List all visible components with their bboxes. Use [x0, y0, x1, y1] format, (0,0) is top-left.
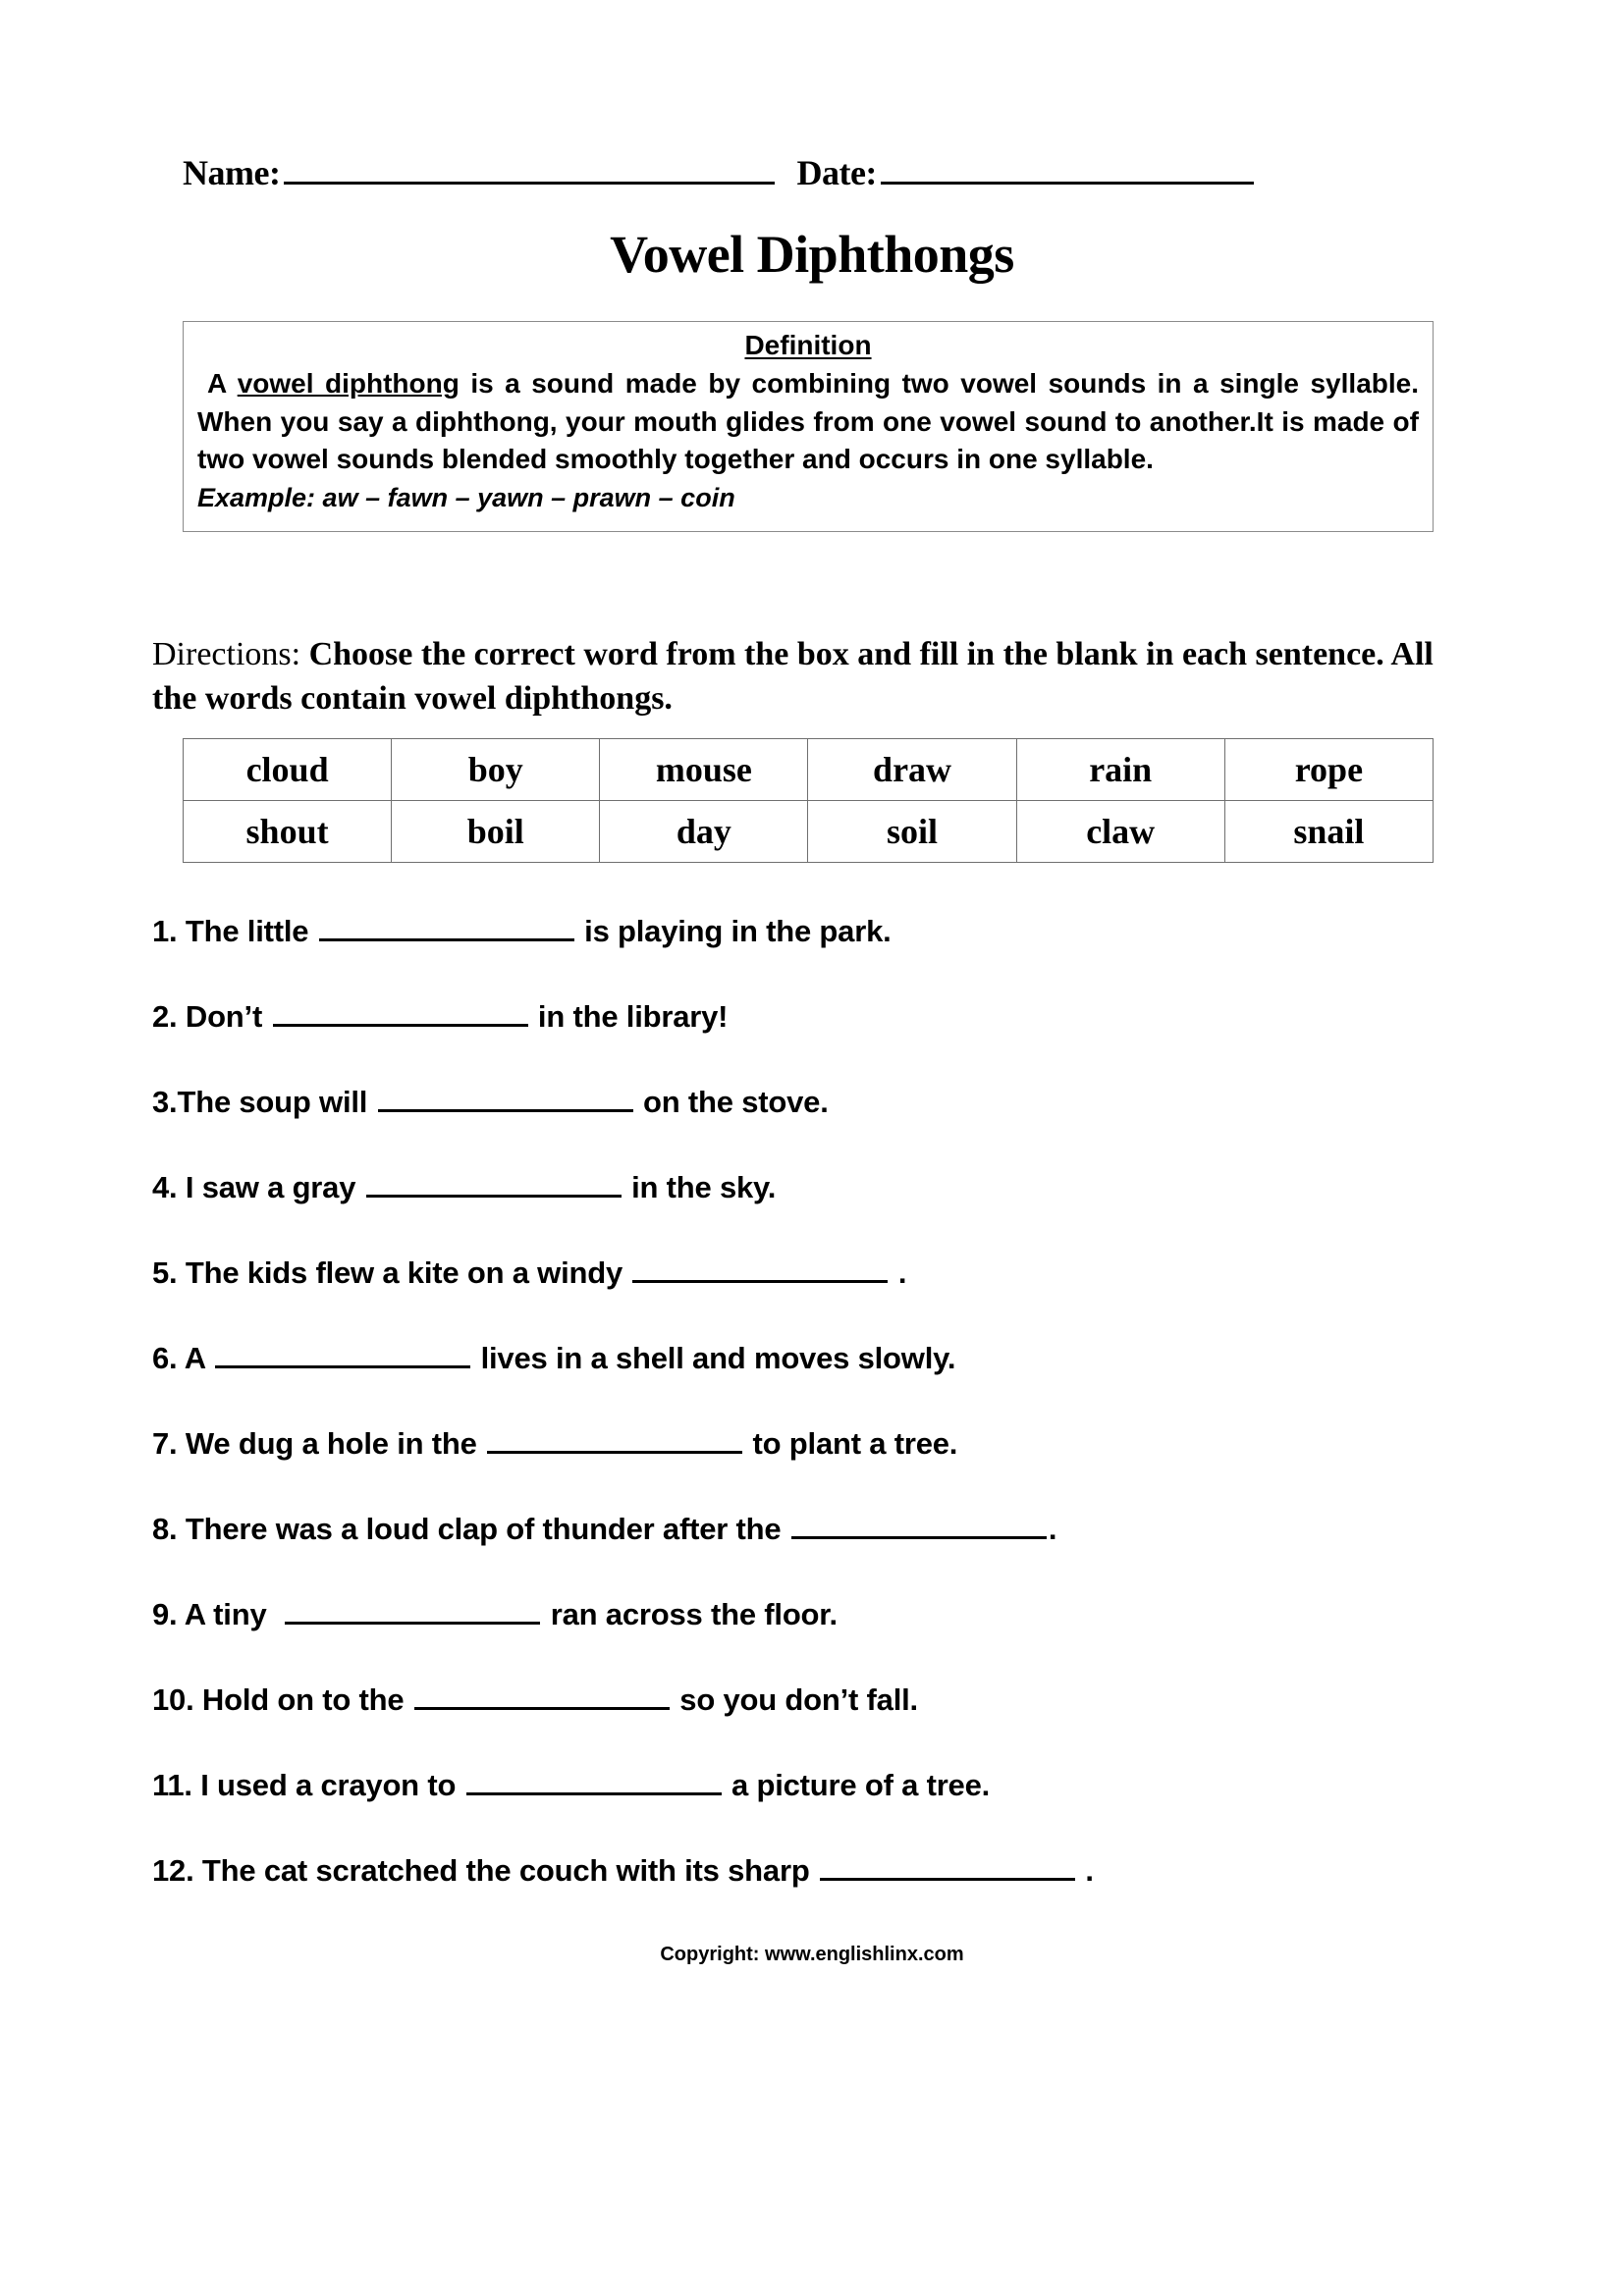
question-text-after: is playing in the park. — [575, 914, 892, 948]
definition-body — [197, 365, 1419, 479]
question-text-before: A tiny — [177, 1597, 284, 1631]
answer-blank[interactable] — [791, 1511, 1047, 1539]
word-bank-cell[interactable]: cloud — [184, 739, 392, 801]
word-bank-cell[interactable]: boy — [392, 739, 600, 801]
word-bank-row — [184, 801, 1434, 863]
question-text-after: in the library! — [529, 999, 729, 1034]
question-item — [152, 998, 1527, 1084]
question-item — [152, 1425, 1527, 1511]
definition-body-lead: A — [207, 368, 238, 399]
word-bank-cell[interactable]: boil — [392, 801, 600, 863]
name-date-header — [183, 152, 1434, 193]
answer-blank[interactable] — [366, 1169, 622, 1198]
question-number: 3. — [152, 1085, 178, 1119]
question-item — [152, 1340, 1527, 1425]
question-text-before: Don’t — [177, 999, 271, 1034]
question-text-after: . — [1048, 1512, 1057, 1546]
question-number: 4. — [152, 1170, 178, 1204]
word-bank-cell[interactable]: rope — [1224, 739, 1433, 801]
directions — [152, 633, 1438, 721]
page-title: Vowel Diphthongs — [610, 225, 1014, 284]
date-label: Date: — [796, 153, 877, 192]
question-text-before: The kids flew a kite on a windy — [177, 1255, 631, 1290]
answer-blank[interactable] — [820, 1852, 1075, 1881]
name-label: Name: — [183, 153, 281, 192]
question-text-before: We dug a hole in the — [177, 1426, 486, 1461]
answer-blank[interactable] — [215, 1340, 470, 1368]
question-text-after: . — [890, 1255, 907, 1290]
word-bank-cell[interactable]: shout — [184, 801, 392, 863]
answer-blank[interactable] — [466, 1767, 722, 1795]
question-number: 6. — [152, 1341, 178, 1375]
definition-box — [183, 321, 1434, 532]
question-text-before: I saw a gray — [177, 1170, 364, 1204]
question-number: 2. — [152, 999, 178, 1034]
directions-text: Choose the correct word from the box and fill in the blank in each sentence. All the words contain vowel diphthongs. — [152, 636, 1434, 717]
definition-heading: Definition — [744, 330, 872, 360]
question-item — [152, 1682, 1527, 1767]
definition-body-rest: is a sound made by combining two vowel sounds in a single syllable. When you say a diphthong, your mouth glides from one vowel sound to another.It is made of two vowel sounds blended smoothly together and occurs in one syllable. — [197, 368, 1419, 475]
word-bank-cell[interactable]: draw — [808, 739, 1016, 801]
word-bank-cell[interactable]: soil — [808, 801, 1016, 863]
word-bank-cell[interactable]: day — [600, 801, 808, 863]
question-text-before: There was a loud clap of thunder after the — [177, 1512, 789, 1546]
question-text-after: . — [1076, 1853, 1094, 1888]
question-text-after: a picture of a tree. — [723, 1768, 991, 1802]
answer-blank[interactable] — [319, 913, 574, 941]
question-number: 10. — [152, 1682, 194, 1717]
answer-blank[interactable] — [632, 1255, 888, 1283]
date-blank-line[interactable] — [881, 182, 1254, 185]
question-item — [152, 1852, 1527, 1938]
word-bank-cell[interactable]: snail — [1224, 801, 1433, 863]
question-text-after: lives in a shell and moves slowly. — [472, 1341, 956, 1375]
copyright-footer: Copyright: www.englishlinx.com — [660, 1944, 964, 1965]
answer-blank[interactable] — [285, 1596, 540, 1625]
definition-term: vowel diphthong — [237, 368, 460, 399]
question-item — [152, 1596, 1527, 1682]
question-text-after: on the stove. — [634, 1085, 829, 1119]
question-text-before: The cat scratched the couch with its sharp — [193, 1853, 818, 1888]
question-item — [152, 1767, 1527, 1852]
question-text-before: The little — [177, 914, 317, 948]
question-number: 7. — [152, 1426, 178, 1461]
word-bank-cell[interactable]: rain — [1016, 739, 1224, 801]
question-text-before: The soup will — [177, 1085, 376, 1119]
question-item — [152, 1084, 1527, 1169]
name-blank-line[interactable] — [284, 182, 775, 185]
question-text-before: Hold on to the — [193, 1682, 412, 1717]
question-number: 8. — [152, 1512, 178, 1546]
word-bank-table — [183, 738, 1434, 863]
question-text-after: to plant a tree. — [744, 1426, 958, 1461]
question-text-before: I used a crayon to — [191, 1768, 464, 1802]
answer-blank[interactable] — [414, 1682, 670, 1710]
definition-example: Example: aw – fawn – yawn – prawn – coin — [197, 482, 735, 512]
answer-blank[interactable] — [273, 998, 528, 1027]
answer-blank[interactable] — [487, 1425, 742, 1454]
question-number: 11. — [152, 1768, 192, 1802]
question-item — [152, 1169, 1527, 1255]
question-item — [152, 913, 1527, 998]
question-text-before: A — [177, 1341, 214, 1375]
question-number: 1. — [152, 914, 178, 948]
word-bank-row — [184, 739, 1434, 801]
word-bank-body — [184, 739, 1434, 863]
question-text-after: so you don’t fall. — [671, 1682, 918, 1717]
answer-blank[interactable] — [378, 1084, 633, 1112]
question-number: 9. — [152, 1597, 178, 1631]
word-bank-cell[interactable]: mouse — [600, 739, 808, 801]
question-number: 12. — [152, 1853, 194, 1888]
directions-label: Directions: — [152, 636, 309, 672]
question-item — [152, 1511, 1527, 1596]
question-number: 5. — [152, 1255, 178, 1290]
question-item — [152, 1255, 1527, 1340]
question-list — [152, 913, 1527, 1938]
question-text-after: ran across the floor. — [542, 1597, 838, 1631]
word-bank-cell[interactable]: claw — [1016, 801, 1224, 863]
question-text-after: in the sky. — [623, 1170, 777, 1204]
